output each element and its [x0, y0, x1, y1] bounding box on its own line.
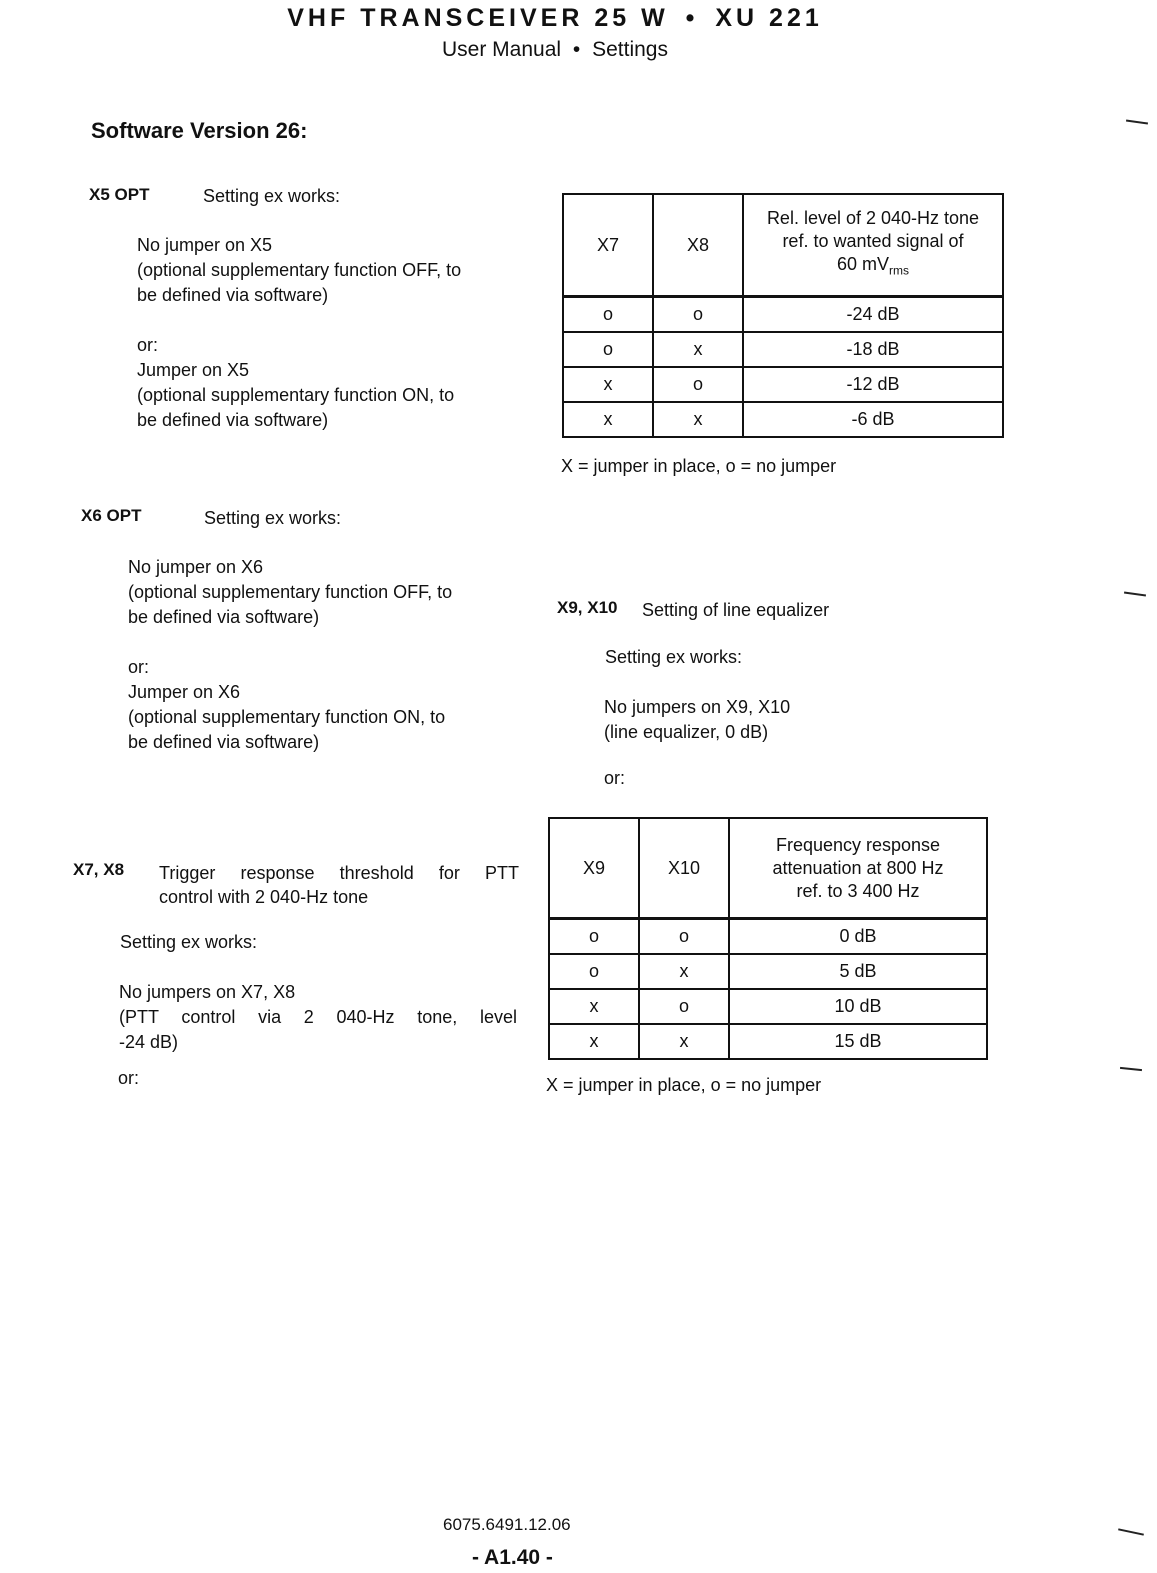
x5-line4: Jumper on X5: [137, 360, 250, 380]
table-cell: x: [639, 954, 729, 989]
x7-x8-jumper-table: [562, 193, 1004, 438]
header-rel-level: [743, 194, 1003, 297]
table-cell: x: [563, 402, 653, 437]
x6-label: X6 OPT: [81, 506, 142, 525]
x5-setting: Setting ex works:: [203, 186, 341, 206]
subtitle-right: Settings: [592, 38, 668, 61]
scan-margin-mark: [1124, 591, 1146, 596]
x5-description: [137, 233, 537, 433]
x910-line1: No jumpers on X9, X10: [604, 697, 791, 717]
x6-description: [128, 555, 528, 755]
table2-legend: X = jumper in place, o = no jumper: [546, 1075, 822, 1095]
header-rel-level-value: 60 mV: [836, 254, 890, 275]
header-freq-line3: ref. to 3 400 Hz: [796, 880, 920, 901]
header-rel-level-line3: [744, 253, 1002, 283]
x5-or: or:: [137, 335, 159, 355]
x6-line6: be defined via software): [128, 732, 320, 752]
table-row: [549, 954, 987, 989]
header-x10: X10: [639, 818, 729, 919]
table-row: [563, 367, 1003, 402]
bullet-icon: •: [572, 38, 581, 61]
table-cell: 5 dB: [729, 954, 987, 989]
x6-line4: Jumper on X6: [128, 682, 241, 702]
table-cell: x: [653, 402, 743, 437]
table-cell: -18 dB: [743, 332, 1003, 367]
x9-x10-jumper-table: [548, 817, 988, 1060]
scan-margin-mark: [1126, 119, 1148, 124]
x78-title-line1: Trigger response threshold for PTT: [159, 863, 519, 883]
x5-line5: (optional supplementary function ON, to: [137, 385, 455, 405]
table-cell: o: [653, 367, 743, 402]
page-number: - A1.40 -: [472, 1546, 553, 1569]
header-rel-level-line1: Rel. level of 2 040-Hz tone: [766, 208, 980, 229]
table-cell: o: [563, 297, 653, 333]
header-x8: X8: [653, 194, 743, 297]
table-cell: o: [549, 919, 639, 955]
table-row: [549, 1024, 987, 1059]
table-row: [563, 297, 1003, 333]
title-text: VHF TRANSCEIVER 25 W: [287, 4, 669, 32]
table-row: [563, 402, 1003, 437]
header-x9: X9: [549, 818, 639, 919]
header-freq-response: [729, 818, 987, 919]
subtitle-left: User Manual: [442, 38, 562, 61]
table-cell: x: [653, 332, 743, 367]
header-freq-line2: attenuation at 800 Hz: [772, 857, 944, 878]
header-freq-line1: Frequency response: [775, 834, 941, 855]
table-cell: x: [549, 1024, 639, 1059]
x78-line2: (PTT control via 2 040-Hz tone, level: [119, 1007, 517, 1027]
table-cell: o: [653, 297, 743, 333]
x910-title: Setting of line equalizer: [642, 600, 830, 620]
x5-line3: be defined via software): [137, 285, 329, 305]
title-model: XU 221: [715, 4, 823, 32]
x78-or: or:: [118, 1068, 140, 1088]
x6-line3: be defined via software): [128, 607, 320, 627]
table-cell: 10 dB: [729, 989, 987, 1024]
manual-title: [0, 4, 1110, 33]
x78-line3: -24 dB): [119, 1032, 179, 1052]
table-cell: x: [639, 1024, 729, 1059]
table-cell: -24 dB: [743, 297, 1003, 333]
table-cell: -12 dB: [743, 367, 1003, 402]
x5-line6: be defined via software): [137, 410, 329, 430]
x78-title-line2: control with 2 040-Hz tone: [159, 887, 369, 907]
header-rel-level-sub: rms: [889, 263, 910, 278]
table1-legend: X = jumper in place, o = no jumper: [561, 456, 837, 476]
x78-line1: No jumpers on X7, X8: [119, 982, 296, 1002]
scan-margin-mark: [1120, 1067, 1142, 1071]
x6-line5: (optional supplementary function ON, to: [128, 707, 446, 727]
x6-line1: No jumper on X6: [128, 557, 264, 577]
x5-label: X5 OPT: [89, 185, 150, 204]
table-cell: o: [549, 954, 639, 989]
x78-setting: Setting ex works:: [120, 932, 258, 952]
table-header-row: [563, 194, 1003, 297]
section-title: Software Version 26:: [91, 118, 308, 143]
x78-description: [119, 980, 517, 1055]
table-cell: x: [563, 367, 653, 402]
table-row: [549, 919, 987, 955]
header-x7: X7: [563, 194, 653, 297]
document-code: 6075.6491.12.06: [443, 1515, 571, 1534]
x910-description: [604, 695, 790, 745]
table-cell: o: [563, 332, 653, 367]
table-cell: x: [549, 989, 639, 1024]
table-cell: -6 dB: [743, 402, 1003, 437]
x910-line2: (line equalizer, 0 dB): [604, 722, 769, 742]
scan-margin-mark: [1118, 1528, 1144, 1535]
table-cell: o: [639, 989, 729, 1024]
x6-line2: (optional supplementary function OFF, to: [128, 582, 453, 602]
table-cell: 0 dB: [729, 919, 987, 955]
bullet-icon: •: [685, 4, 699, 32]
manual-subtitle: [0, 38, 1110, 62]
table-row: [549, 989, 987, 1024]
table-cell: o: [639, 919, 729, 955]
x910-label: X9, X10: [557, 598, 618, 617]
x78-label: X7, X8: [73, 860, 125, 879]
x6-setting: Setting ex works:: [204, 508, 342, 528]
x5-line1: No jumper on X5: [137, 235, 273, 255]
table-header-row: [549, 818, 987, 919]
x910-setting: Setting ex works:: [605, 647, 743, 667]
table-cell: 15 dB: [729, 1024, 987, 1059]
x6-or: or:: [128, 657, 150, 677]
table-row: [563, 332, 1003, 367]
x5-line2: (optional supplementary function OFF, to: [137, 260, 462, 280]
x910-or: or:: [604, 768, 626, 788]
header-rel-level-line2: ref. to wanted signal of: [782, 231, 964, 252]
